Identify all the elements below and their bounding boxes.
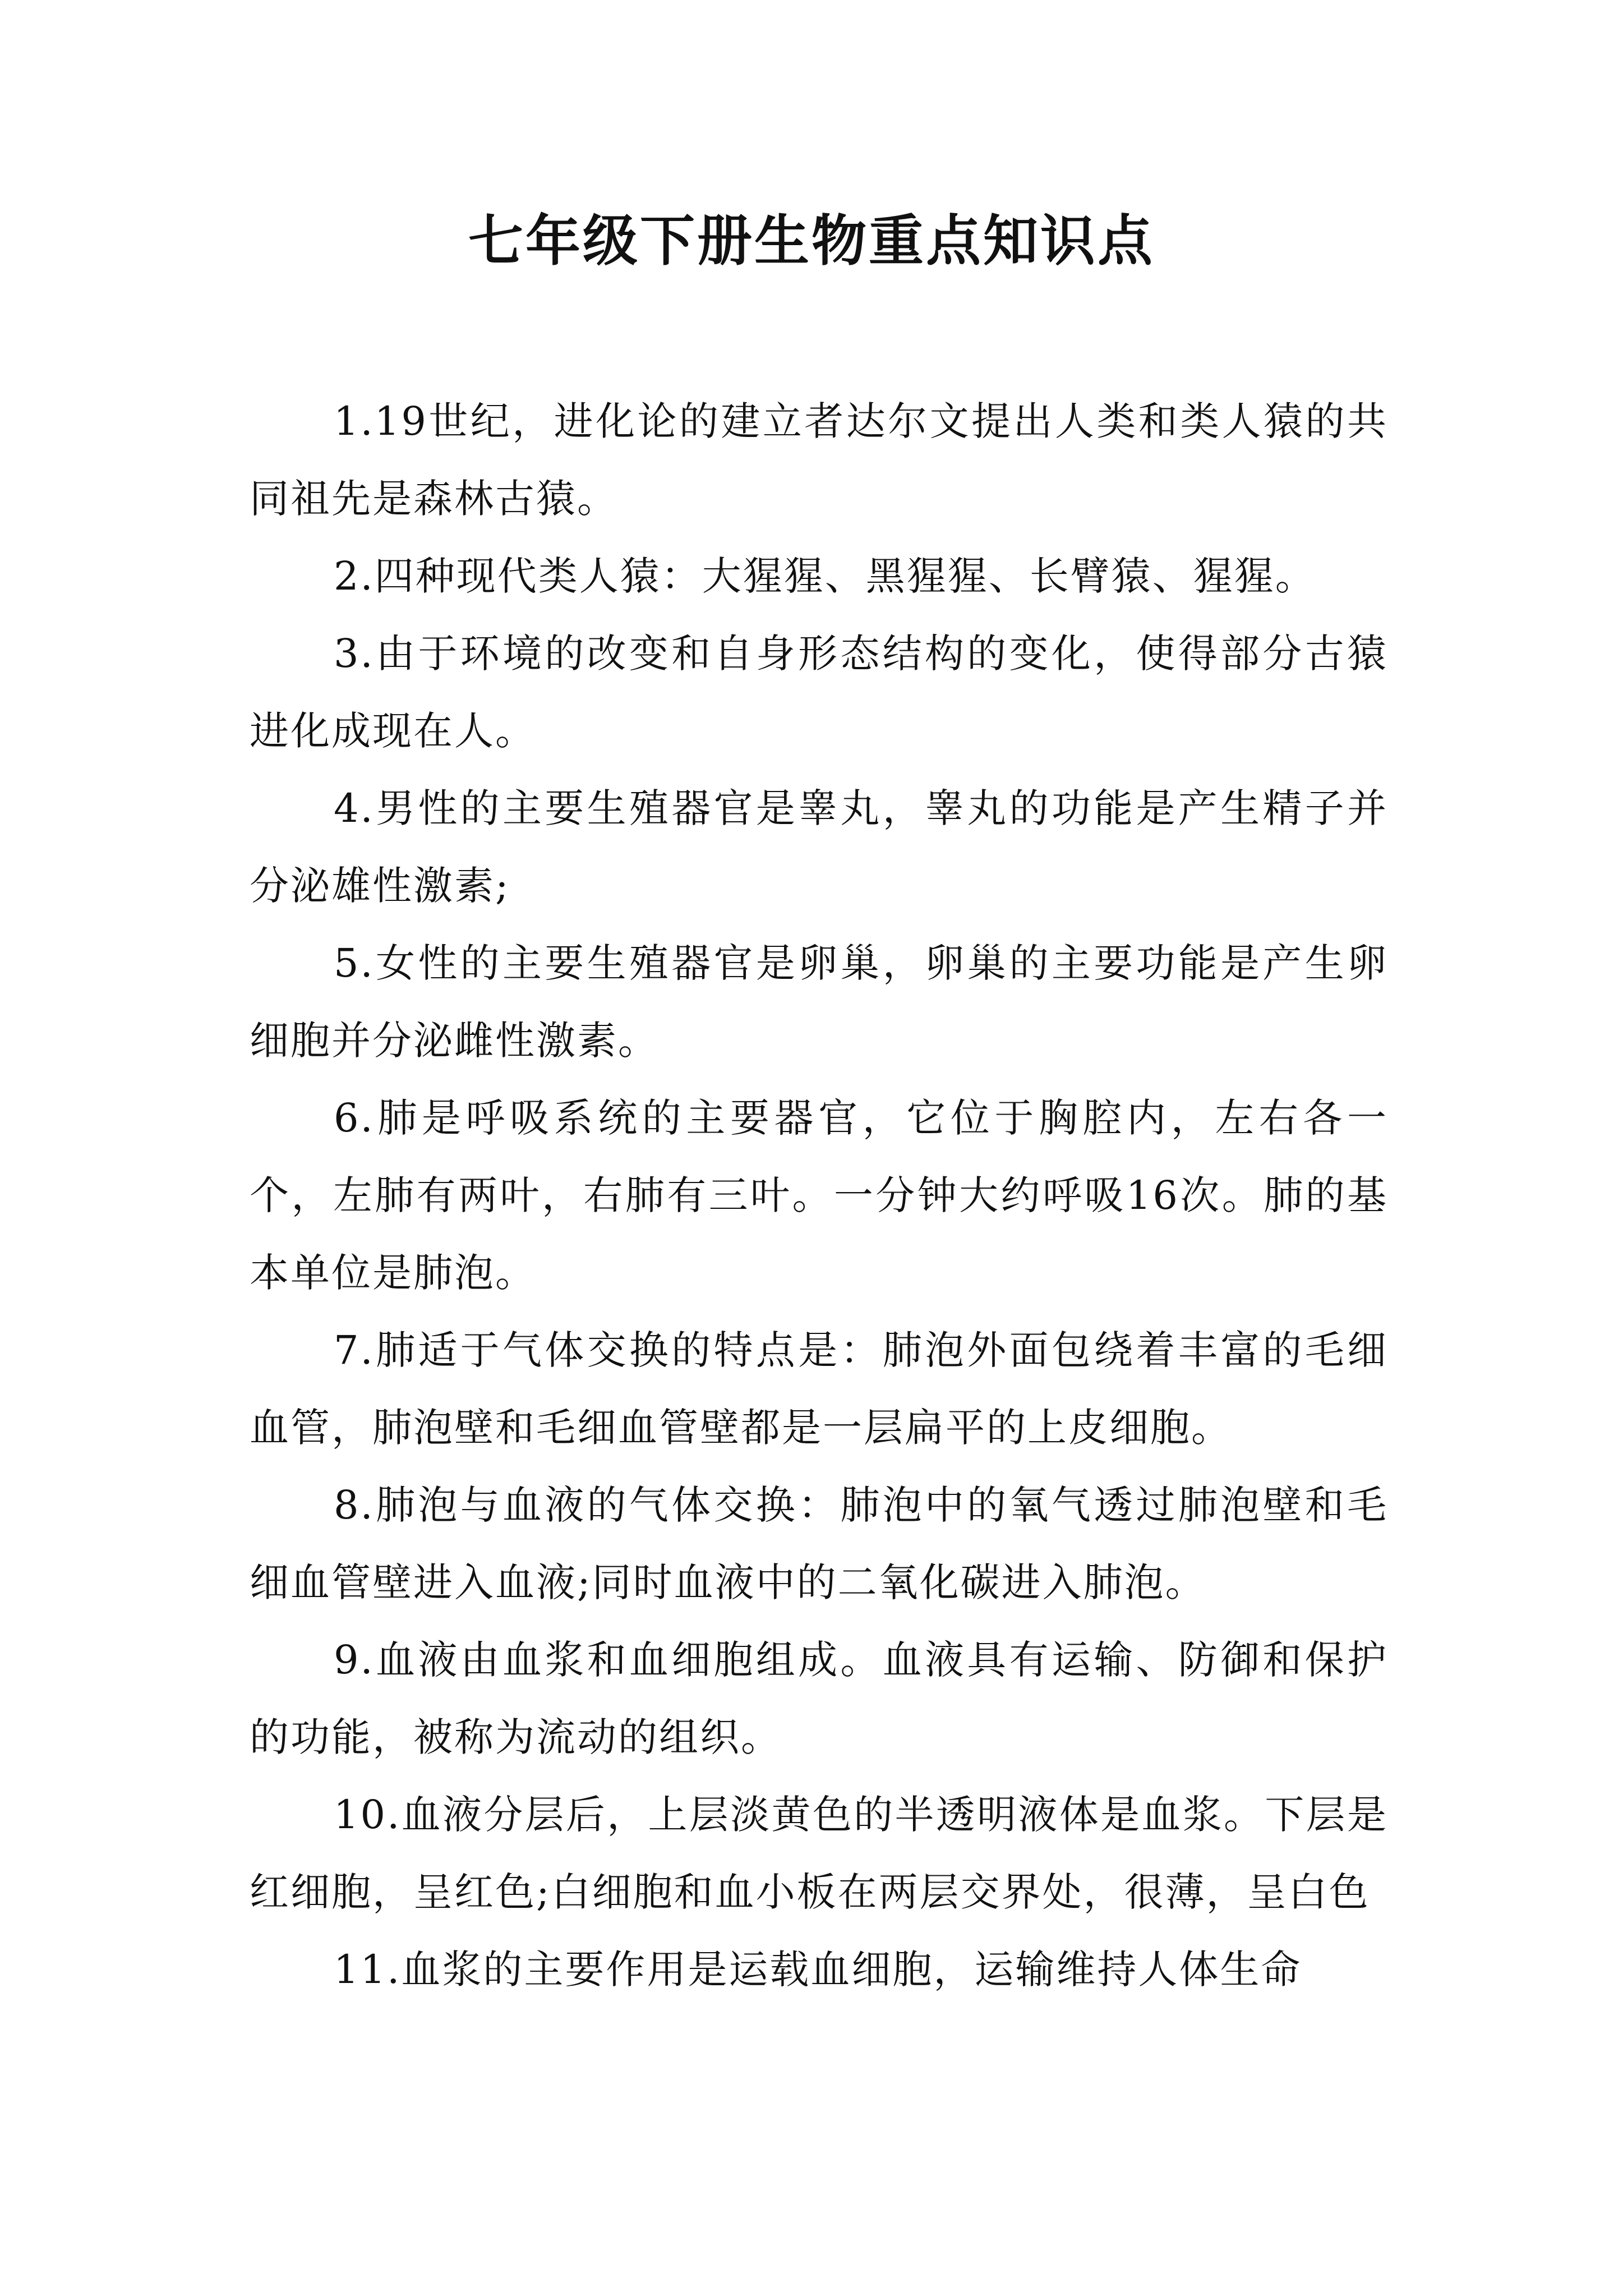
paragraph-11: 11.血浆的主要作用是运载血细胞，运输维持人体生命	[334, 1947, 1302, 1993]
paragraph-6: 6.肺是呼吸系统的主要器官，它位于胸腔内，左右各一个，左肺有两叶，右肺有三叶。一分钟大约呼吸16次。肺的基本单位是肺泡。	[250, 1095, 1388, 1296]
paragraph-10: 10.血液分层后，上层淡黄色的半透明液体是血浆。下层是红细胞，呈红色;白细胞和血小板在两层交界处，很薄，呈白色	[250, 1792, 1388, 1915]
paragraph-4: 4.男性的主要生殖器官是睾丸，睾丸的功能是产生精子并分泌雄性激素;	[250, 785, 1388, 909]
paragraph-8: 8.肺泡与血液的气体交换：肺泡中的氧气透过肺泡壁和毛细血管壁进入血液;同时血液中的二氧化碳进入肺泡。	[250, 1482, 1388, 1605]
document-title: 七年级下册生物重点知识点	[468, 209, 1155, 273]
paragraph-2: 2.四种现代类人猿：大猩猩、黑猩猩、长臂猿、猩猩。	[334, 553, 1316, 599]
document-body	[250, 383, 1388, 2008]
paragraph-3: 3.由于环境的改变和自身形态结构的变化，使得部分古猿进化成现在人。	[250, 631, 1388, 754]
paragraph-7: 7.肺适于气体交换的特点是：肺泡外面包绕着丰富的毛细血管，肺泡壁和毛细血管壁都是一层扁平的上皮细胞。	[250, 1327, 1388, 1451]
paragraph-9: 9.血液由血浆和血细胞组成。血液具有运输、防御和保护的功能，被称为流动的组织。	[250, 1637, 1388, 1760]
paragraph-5: 5.女性的主要生殖器官是卵巢，卵巢的主要功能是产生卵细胞并分泌雌性激素。	[250, 940, 1388, 1064]
paragraph-1: 1.19世纪，进化论的建立者达尔文提出人类和类人猿的共同祖先是森林古猿。	[250, 398, 1388, 522]
